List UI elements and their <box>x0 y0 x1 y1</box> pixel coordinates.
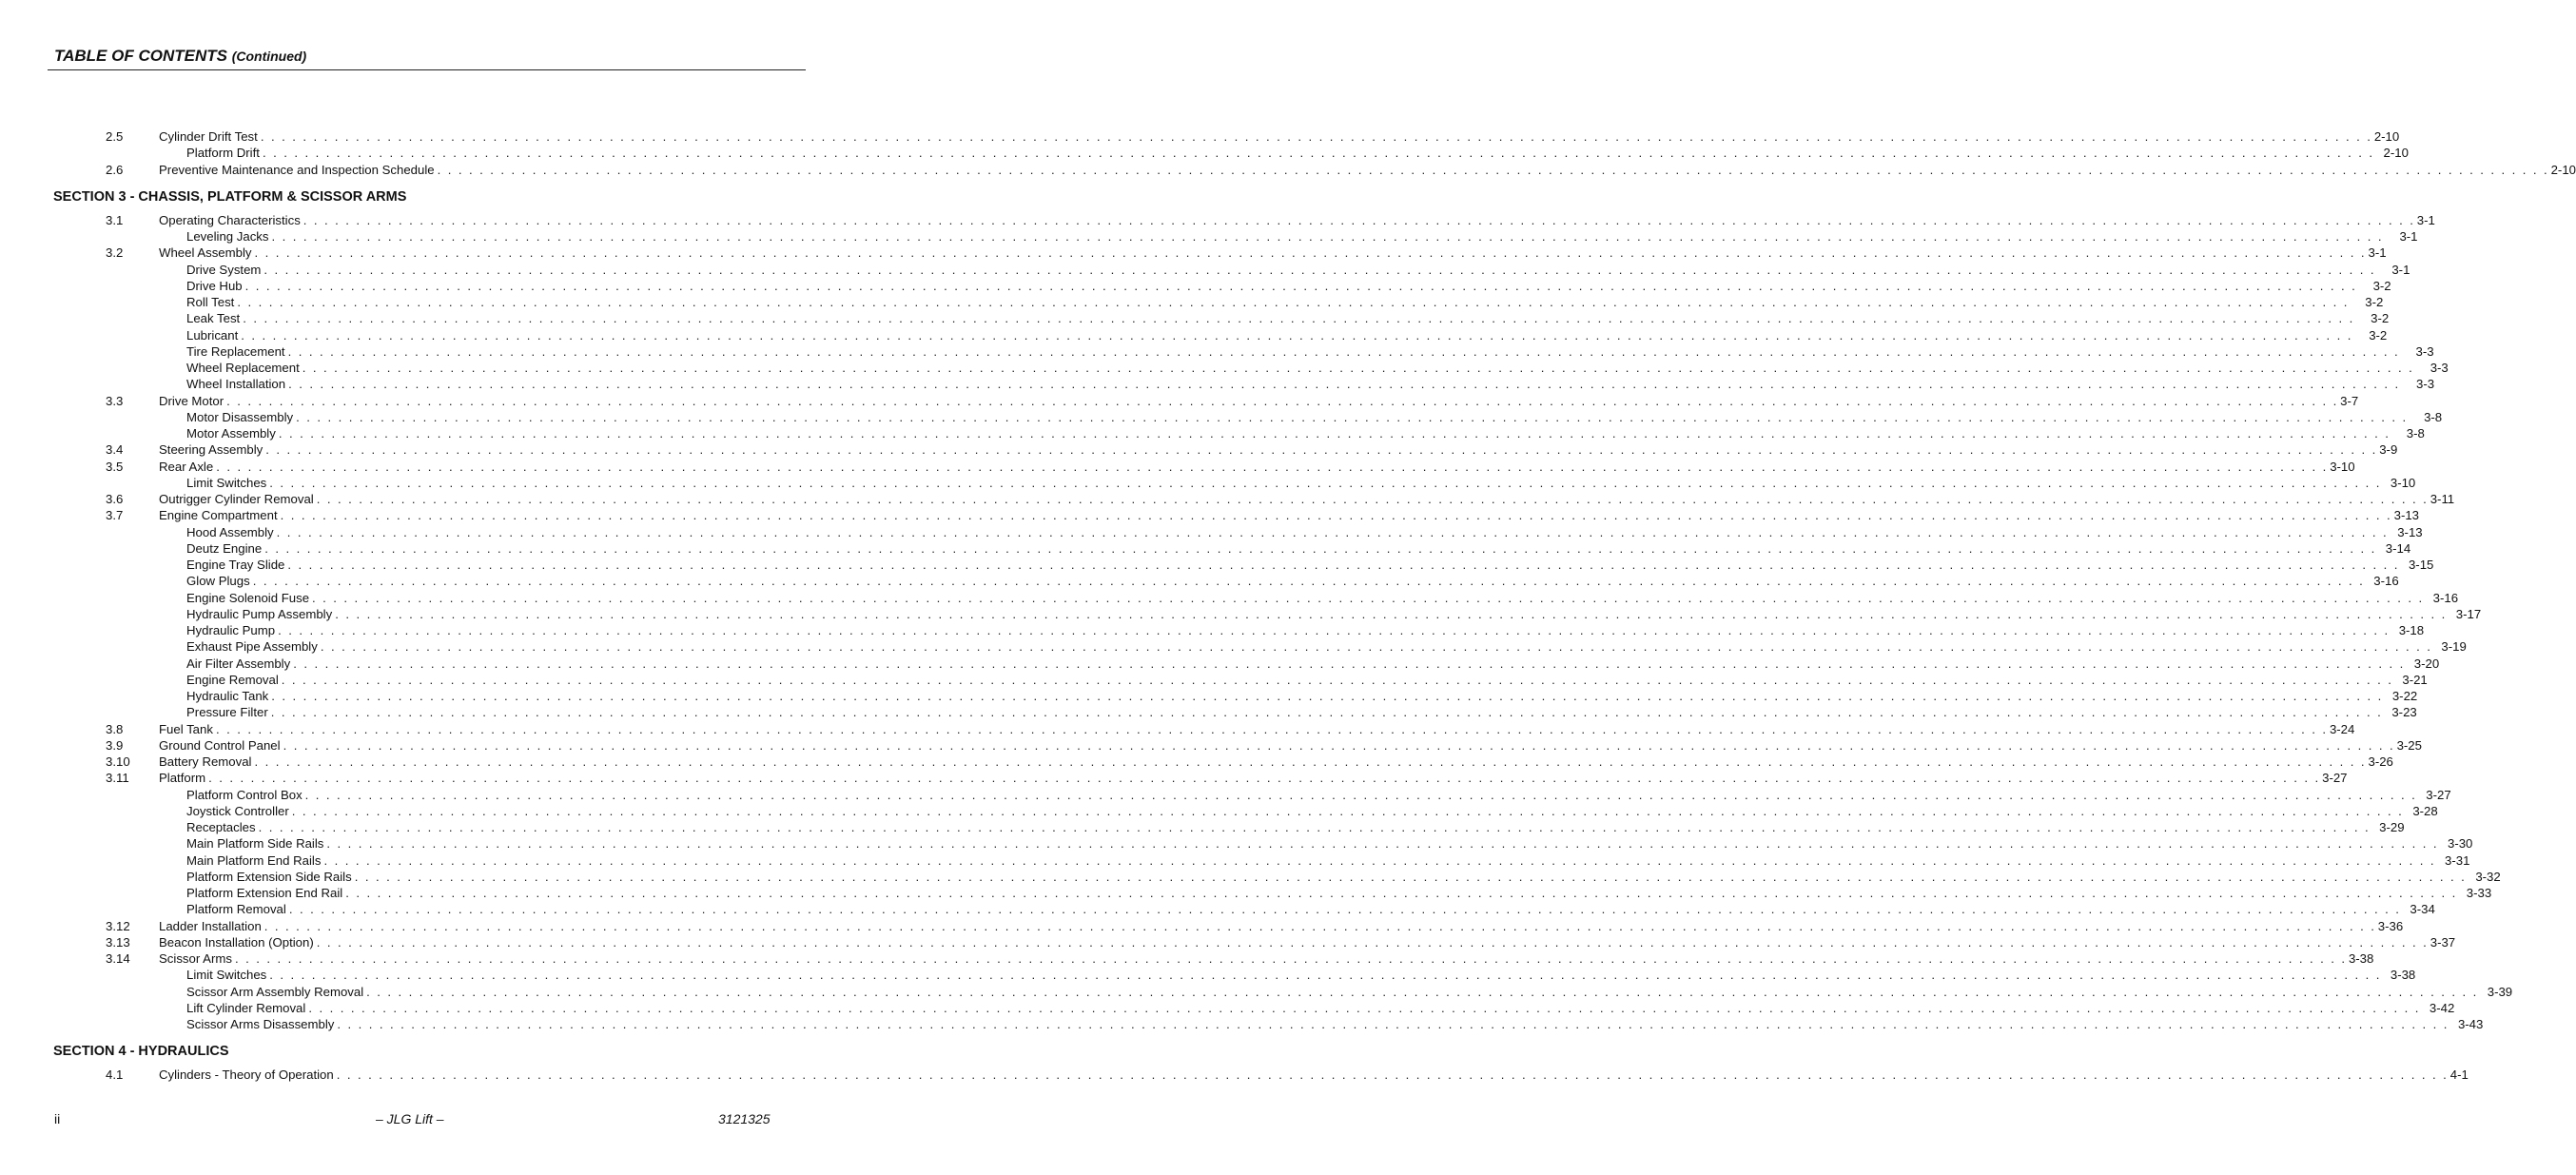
toc-entry-number: 2.6 <box>106 162 124 177</box>
dot-leader: . . . . . . . . . . . . . . . . . . . . . . . . . . . . . . . . . . . . . . . . . . . . . . . . . . . . . . . . . . . . . . . . . . . . . . . . . . . . . . . . . . . . . . . . . . . . . . . . . . . . . . . . . . . . . . . . . . . . . . . . . . . . . . . . . . . . . . . . . . . . . . . . . . . . . . . . . . . . . . . . . . . . . . . . . . . . . . . . . . . . . . . . . . . . . . . . . . . . . . . . <box>215 721 2328 736</box>
toc-entry-title: Rear Axle <box>159 459 214 474</box>
toc-entry-page: 3-29 <box>2379 820 2405 834</box>
dot-leader: . . . . . . . . . . . . . . . . . . . . . . . . . . . . . . . . . . . . . . . . . . . . . . . . . . . . . . . . . . . . . . . . . . . . . . . . . . . . . . . . . . . . . . . . . . . . . . . . . . . . . . . . . . . . . . . . . . . . . . . . . . . . . . . . . . . . . . . . . . . . . . . . . . . . . . . . . . . . . . . . . . . . . . . . . . . . . . . . . . . . . . . . . . . . . . . . . . . . . . . . <box>293 656 2406 671</box>
toc-entry-title: Leveling Jacks <box>186 229 269 244</box>
dot-leader: . . . . . . . . . . . . . . . . . . . . . . . . . . . . . . . . . . . . . . . . . . . . . . . . . . . . . . . . . . . . . . . . . . . . . . . . . . . . . . . . . . . . . . . . . . . . . . . . . . . . . . . . . . . . . . . . . . . . . . . . . . . . . . . . . . . . . . . . . . . . . . . . . . . . . . . . . . . . . . . . . . . . . . . . . . . . . . . . . . . . . . . . . . . . . . . . . . . . . . . . <box>283 737 2395 753</box>
dot-leader: . . . . . . . . . . . . . . . . . . . . . . . . . . . . . . . . . . . . . . . . . . . . . . . . . . . . . . . . . . . . . . . . . . . . . . . . . . . . . . . . . . . . . . . . . . . . . . . . . . . . . . . . . . . . . . . . . . . . . . . . . . . . . . . . . . . . . . . . . . . . . . . . . . . . . . . . . . . . . . . . . . . . . . . . . . . . . . . . . . . . . . . . . . . . . . . . . . . . . . . . <box>335 606 2448 621</box>
toc-entry-line <box>159 1067 2469 1083</box>
toc-entry-line <box>186 540 2411 557</box>
toc-entry-line <box>186 885 2492 901</box>
dot-leader: . . . . . . . . . . . . . . . . . . . . . . . . . . . . . . . . . . . . . . . . . . . . . . . . . . . . . . . . . . . . . . . . . . . . . . . . . . . . . . . . . . . . . . . . . . . . . . . . . . . . . . . . . . . . . . . . . . . . . . . . . . . . . . . . . . . . . . . . . . . . . . . . . . . . . . . . . . . . . . . . . . . . . . . . . . . . . . . . . . . . . . . . . . . . . . . . . . . . . . . . <box>316 492 2429 506</box>
toc-entry-number: 3.11 <box>106 771 129 786</box>
dot-leader: . . . . . . . . . . . . . . . . . . . . . . . . . . . . . . . . . . . . . . . . . . . . . . . . . . . . . . . . . . . . . . . . . . . . . . . . . . . . . . . . . . . . . . . . . . . . . . . . . . . . . . . . . . . . . . . . . . . . . . . . . . . . . . . . . . . . . . . . . . . . . . . . . . . . . . . . . . . . . . . . . . . . . . . . . . . . . . . . . . . . . . . . . . . . . . . . . . . . . . . . <box>276 524 2389 539</box>
dot-leader: . . . . . . . . . . . . . . . . . . . . . . . . . . . . . . . . . . . . . . . . . . . . . . . . . . . . . . . . . . . . . . . . . . . . . . . . . . . . . . . . . . . . . . . . . . . . . . . . . . . . . . . . . . . . . . . . . . . . . . . . . . . . . . . . . . . . . . . . . . . . . . . . . . . . . . . . . . . . . . . . . . . . . . . . . . . . . . . . . . . . . . . . . . . . . . . . . . . . . . . . <box>316 934 2429 950</box>
toc-entry-title: Leak Test <box>186 311 241 326</box>
toc-entry-line <box>186 327 2388 343</box>
toc-entry-page: 3-13 <box>2397 524 2423 539</box>
dot-leader: . . . . . . . . . . . . . . . . . . . . . . . . . . . . . . . . . . . . . . . . . . . . . . . . . . . . . . . . . . . . . . . . . . . . . . . . . . . . . . . . . . . . . . . . . . . . . . . . . . . . . . . . . . . . . . . . . . . . . . . . . . . . . . . . . . . . . . . . . . . . . . . . . . . . . . . . . . . . . . . . . . . . . . . . . . . . . . . . . . . . . . . . . . . . . . . . . . . . . . . . <box>304 787 2417 802</box>
toc-entry-number: 2.5 <box>106 129 124 144</box>
toc-entry-page: 3-30 <box>2447 836 2473 852</box>
dot-leader: . . . . . . . . . . . . . . . . . . . . . . . . . . . . . . . . . . . . . . . . . . . . . . . . . . . . . . . . . . . . . . . . . . . . . . . . . . . . . . . . . . . . . . . . . . . . . . . . . . . . . . . . . . . . . . . . . . . . . . . . . . . . . . . . . . . . . . . . . . . . . . . . . . . . . . . . . . . . . . . . . . . . . . . . . . . . . . . . . . . . . . . . . . . . . . . . . . . . . . . . <box>354 869 2467 884</box>
dot-leader: . . . . . . . . . . . . . . . . . . . . . . . . . . . . . . . . . . . . . . . . . . . . . . . . . . . . . . . . . . . . . . . . . . . . . . . . . . . . . . . . . . . . . . . . . . . . . . . . . . . . . . . . . . . . . . . . . . . . . . . . . . . . . . . . . . . . . . . . . . . . . . . . . . . . . . . . . . . . . . . . . . . . . . . . . . . . . . . . . . . . . . . . . . . . . . . . . . . . . . . . <box>278 623 2391 637</box>
toc-entry-page: 3-1 <box>2399 229 2418 244</box>
dot-leader: . . . . . . . . . . . . . . . . . . . . . . . . . . . . . . . . . . . . . . . . . . . . . . . . . . . . . . . . . . . . . . . . . . . . . . . . . . . . . . . . . . . . . . . . . . . . . . . . . . . . . . . . . . . . . . . . . . . . . . . . . . . . . . . . . . . . . . . . . . . . . . . . . . . . . . . . . . . . . . . . . . . . . . . . . . . . . . . . . . . . . . . . . . . . . . . . . . . . . . . . <box>264 540 2377 556</box>
toc-entry-page: 3-3 <box>2416 377 2435 392</box>
toc-entry-line <box>186 656 2440 672</box>
toc-entry-number: 3.4 <box>106 442 124 458</box>
dot-leader: . . . . . . . . . . . . . . . . . . . . . . . . . . . . . . . . . . . . . . . . . . . . . . . . . . . . . . . . . . . . . . . . . . . . . . . . . . . . . . . . . . . . . . . . . . . . . . . . . . . . . . . . . . . . . . . . . . . . . . . . . . . . . . . . . . . . . . . . . . . . . . . . . . . . . . . . . . . . . . . . . . . . . . . . . . . . . . . . . . . . . . . . . . . . . . . . . . . . . . . . <box>278 426 2391 441</box>
toc-entry-page: 3-42 <box>2429 1000 2455 1015</box>
toc-entry-line <box>186 704 2417 720</box>
toc-entry-number: 3.12 <box>106 918 130 933</box>
dot-leader: . . . . . . . . . . . . . . . . . . . . . . . . . . . . . . . . . . . . . . . . . . . . . . . . . . . . . . . . . . . . . . . . . . . . . . . . . . . . . . . . . . . . . . . . . . . . . . . . . . . . . . . . . . . . . . . . . . . . . . . . . . . . . . . . . . . . . . . . . . . . . . . . . . . . . . . . . . . . . . . . . . . . . . . . . . . . . . . . . . . . . . . . . . . . . . . . . . . . . . . . <box>437 162 2549 177</box>
toc-entry-page: 3-7 <box>2340 393 2359 408</box>
toc-entry-title: Wheel Assembly <box>159 245 252 261</box>
toc-entry-line <box>186 967 2416 983</box>
toc-entry-title: Exhaust Pipe Assembly <box>186 639 318 655</box>
toc-entry-title: Pressure Filter <box>186 705 268 720</box>
toc-entry-number: 3.8 <box>106 721 124 736</box>
toc-entry-title: Cylinders - Theory of Operation <box>159 1067 334 1083</box>
toc-entry-line <box>186 145 2409 161</box>
toc-entry-line <box>186 672 2428 688</box>
toc-entry-title: Hydraulic Tank <box>186 689 269 703</box>
toc-entry-title: Steering Assembly <box>159 442 263 458</box>
toc-entry-page: 3-37 <box>2430 934 2456 950</box>
toc-entry-page: 3-31 <box>2445 852 2470 868</box>
toc-entry-title: Scissor Arms Disassembly <box>186 1017 335 1031</box>
dot-leader: . . . . . . . . . . . . . . . . . . . . . . . . . . . . . . . . . . . . . . . . . . . . . . . . . . . . . . . . . . . . . . . . . . . . . . . . . . . . . . . . . . . . . . . . . . . . . . . . . . . . . . . . . . . . . . . . . . . . . . . . . . . . . . . . . . . . . . . . . . . . . . . . . . . . . . . . . . . . . . . . . . . . . . . . . . . . . . . . . . . . . . . . . . . . . . . . . . . . . . . . <box>263 262 2376 277</box>
toc-entry-title: Outrigger Cylinder Removal <box>159 492 314 506</box>
dot-leader: . . . . . . . . . . . . . . . . . . . . . . . . . . . . . . . . . . . . . . . . . . . . . . . . . . . . . . . . . . . . . . . . . . . . . . . . . . . . . . . . . . . . . . . . . . . . . . . . . . . . . . . . . . . . . . . . . . . . . . . . . . . . . . . . . . . . . . . . . . . . . . . . . . . . . . . . . . . . . . . . . . . . . . . . . . . . . . . . . . . . . . . . . . . . . . . . . . . . . . . . <box>258 820 2371 834</box>
dot-leader: . . . . . . . . . . . . . . . . . . . . . . . . . . . . . . . . . . . . . . . . . . . . . . . . . . . . . . . . . . . . . . . . . . . . . . . . . . . . . . . . . . . . . . . . . . . . . . . . . . . . . . . . . . . . . . . . . . . . . . . . . . . . . . . . . . . . . . . . . . . . . . . . . . . . . . . . . . . . . . . . . . . . . . . . . . . . . . . . . . . . . . . . . . . . . . . . . . . . . . . . <box>280 508 2392 523</box>
toc-entry-line <box>186 787 2451 803</box>
dot-leader: . . . . . . . . . . . . . . . . . . . . . . . . . . . . . . . . . . . . . . . . . . . . . . . . . . . . . . . . . . . . . . . . . . . . . . . . . . . . . . . . . . . . . . . . . . . . . . . . . . . . . . . . . . . . . . . . . . . . . . . . . . . . . . . . . . . . . . . . . . . . . . . . . . . . . . . . . . . . . . . . . . . . . . . . . . . . . . . . . . . . . . . . . . . . . . . . . . . . . . . . <box>291 803 2404 818</box>
section-heading: SECTION 3 - CHASSIS, PLATFORM & SCISSOR ARMS <box>53 188 407 205</box>
dot-leader: . . . . . . . . . . . . . . . . . . . . . . . . . . . . . . . . . . . . . . . . . . . . . . . . . . . . . . . . . . . . . . . . . . . . . . . . . . . . . . . . . . . . . . . . . . . . . . . . . . . . . . . . . . . . . . . . . . . . . . . . . . . . . . . . . . . . . . . . . . . . . . . . . . . . . . . . . . . . . . . . . . . . . . . . . . . . . . . . . . . . . . . . . . . . . . . . . . . . . . . . <box>308 1000 2421 1015</box>
toc-entry-title: Drive Hub <box>186 278 243 293</box>
toc-entry-line <box>159 128 2400 145</box>
toc-entry-title: Preventive Maintenance and Inspection Schedule <box>159 162 435 177</box>
dot-leader: . . . . . . . . . . . . . . . . . . . . . . . . . . . . . . . . . . . . . . . . . . . . . . . . . . . . . . . . . . . . . . . . . . . . . . . . . . . . . . . . . . . . . . . . . . . . . . . . . . . . . . . . . . . . . . . . . . . . . . . . . . . . . . . . . . . . . . . . . . . . . . . . . . . . . . . . . . . . . . . . . . . . . . . . . . . . . . . . . . . . . . . . . . . . . . . . . . . . . . . . <box>244 278 2357 293</box>
toc-entry-number: 3.6 <box>106 492 124 506</box>
toc-entry-page: 3-27 <box>2426 787 2451 802</box>
toc-entry-line <box>186 606 2482 622</box>
toc-entry-page: 2-10 <box>2550 162 2576 177</box>
toc-entry-page: 3-28 <box>2412 803 2438 818</box>
dot-leader: . . . . . . . . . . . . . . . . . . . . . . . . . . . . . . . . . . . . . . . . . . . . . . . . . . . . . . . . . . . . . . . . . . . . . . . . . . . . . . . . . . . . . . . . . . . . . . . . . . . . . . . . . . . . . . . . . . . . . . . . . . . . . . . . . . . . . . . . . . . . . . . . . . . . . . . . . . . . . . . . . . . . . . . . . . . . . . . . . . . . . . . . . . . . . . . . . . . . . . . . <box>254 245 2367 261</box>
toc-entry-page: 3-1 <box>2391 262 2410 277</box>
toc-entry-line <box>186 343 2434 360</box>
toc-entry-page: 3-2 <box>2372 278 2391 293</box>
dot-leader: . . . . . . . . . . . . . . . . . . . . . . . . . . . . . . . . . . . . . . . . . . . . . . . . . . . . . . . . . . . . . . . . . . . . . . . . . . . . . . . . . . . . . . . . . . . . . . . . . . . . . . . . . . . . . . . . . . . . . . . . . . . . . . . . . . . . . . . . . . . . . . . . . . . . . . . . . . . . . . . . . . . . . . . . . . . . . . . . . . . . . . . . . . . . . . . . . . . . . . . . <box>336 1067 2449 1083</box>
dot-leader: . . . . . . . . . . . . . . . . . . . . . . . . . . . . . . . . . . . . . . . . . . . . . . . . . . . . . . . . . . . . . . . . . . . . . . . . . . . . . . . . . . . . . . . . . . . . . . . . . . . . . . . . . . . . . . . . . . . . . . . . . . . . . . . . . . . . . . . . . . . . . . . . . . . . . . . . . . . . . . . . . . . . . . . . . . . . . . . . . . . . . . . . . . . . . . . . . . . . . . . . <box>208 771 2321 786</box>
toc-entry-line <box>186 262 2410 278</box>
toc-entry-line <box>186 590 2459 606</box>
toc-entry-title: Scissor Arm Assembly Removal <box>186 984 364 999</box>
toc-entry-line <box>159 950 2374 967</box>
toc-entry-line <box>186 376 2435 392</box>
toc-entry-number: 3.3 <box>106 393 124 408</box>
toc-entry-page: 3-20 <box>2413 656 2440 671</box>
toc-entry-page: 3-22 <box>2391 689 2418 703</box>
toc-entry-number: 3.10 <box>106 754 130 769</box>
dot-leader: . . . . . . . . . . . . . . . . . . . . . . . . . . . . . . . . . . . . . . . . . . . . . . . . . . . . . . . . . . . . . . . . . . . . . . . . . . . . . . . . . . . . . . . . . . . . . . . . . . . . . . . . . . . . . . . . . . . . . . . . . . . . . . . . . . . . . . . . . . . . . . . . . . . . . . . . . . . . . . . . . . . . . . . . . . . . . . . . . . . . . . . . . . . . . . . . . . . . . . . . <box>269 968 2382 983</box>
toc-entry-number: 3.1 <box>106 212 124 227</box>
toc-entry-title: Limit Switches <box>186 968 267 983</box>
toc-entry-title: Platform Extension Side Rails <box>186 869 352 884</box>
dot-leader: . . . . . . . . . . . . . . . . . . . . . . . . . . . . . . . . . . . . . . . . . . . . . . . . . . . . . . . . . . . . . . . . . . . . . . . . . . . . . . . . . . . . . . . . . . . . . . . . . . . . . . . . . . . . . . . . . . . . . . . . . . . . . . . . . . . . . . . . . . . . . . . . . . . . . . . . . . . . . . . . . . . . . . . . . . . . . . . . . . . . . . . . . . . . . . . . . . . . . . . . <box>254 754 2367 769</box>
dot-leader: . . . . . . . . . . . . . . . . . . . . . . . . . . . . . . . . . . . . . . . . . . . . . . . . . . . . . . . . . . . . . . . . . . . . . . . . . . . . . . . . . . . . . . . . . . . . . . . . . . . . . . . . . . . . . . . . . . . . . . . . . . . . . . . . . . . . . . . . . . . . . . . . . . . . . . . . . . . . . . . . . . . . . . . . . . . . . . . . . . . . . . . . . . . . . . . . . . . . . . . . <box>320 639 2432 655</box>
toc-entry-page: 3-2 <box>2365 295 2384 309</box>
toc-entry-title: Deutz Engine <box>186 540 263 556</box>
toc-entry-page: 3-3 <box>2430 361 2449 375</box>
toc-entry-title: Platform Control Box <box>186 787 302 802</box>
toc-entry-page: 3-21 <box>2402 672 2428 687</box>
dot-leader: . . . . . . . . . . . . . . . . . . . . . . . . . . . . . . . . . . . . . . . . . . . . . . . . . . . . . . . . . . . . . . . . . . . . . . . . . . . . . . . . . . . . . . . . . . . . . . . . . . . . . . . . . . . . . . . . . . . . . . . . . . . . . . . . . . . . . . . . . . . . . . . . . . . . . . . . . . . . . . . . . . . . . . . . . . . . . . . . . . . . . . . . . . . . . . . . . . . . . . . . <box>296 409 2409 424</box>
toc-entry-number: 3.7 <box>106 508 124 523</box>
toc-entry-title: Platform Drift <box>186 146 260 161</box>
toc-entry-title: Hood Assembly <box>186 524 274 539</box>
toc-entry-page: 3-38 <box>2348 951 2374 966</box>
toc-entry-line <box>186 1000 2455 1016</box>
toc-entry-title: Ladder Installation <box>159 918 262 933</box>
dot-leader: . . . . . . . . . . . . . . . . . . . . . . . . . . . . . . . . . . . . . . . . . . . . . . . . . . . . . . . . . . . . . . . . . . . . . . . . . . . . . . . . . . . . . . . . . . . . . . . . . . . . . . . . . . . . . . . . . . . . . . . . . . . . . . . . . . . . . . . . . . . . . . . . . . . . . . . . . . . . . . . . . . . . . . . . . . . . . . . . . . . . . . . . . . . . . . . . . . . . . . . . <box>260 129 2372 144</box>
dot-leader: . . . . . . . . . . . . . . . . . . . . . . . . . . . . . . . . . . . . . . . . . . . . . . . . . . . . . . . . . . . . . . . . . . . . . . . . . . . . . . . . . . . . . . . . . . . . . . . . . . . . . . . . . . . . . . . . . . . . . . . . . . . . . . . . . . . . . . . . . . . . . . . . . . . . . . . . . . . . . . . . . . . . . . . . . . . . . . . . . . . . . . . . . . . . . . . . . . . . . . . . <box>237 295 2350 309</box>
toc-entry-number: 3.2 <box>106 245 124 261</box>
toc-entry-title: Drive Motor <box>159 393 224 408</box>
toc-entry-page: 3-25 <box>2396 737 2422 753</box>
dot-leader: . . . . . . . . . . . . . . . . . . . . . . . . . . . . . . . . . . . . . . . . . . . . . . . . . . . . . . . . . . . . . . . . . . . . . . . . . . . . . . . . . . . . . . . . . . . . . . . . . . . . . . . . . . . . . . . . . . . . . . . . . . . . . . . . . . . . . . . . . . . . . . . . . . . . . . . . . . . . . . . . . . . . . . . . . . . . . . . . . . . . . . . . . . . . . . . . . . . . . . . . <box>269 475 2382 490</box>
dot-leader: . . . . . . . . . . . . . . . . . . . . . . . . . . . . . . . . . . . . . . . . . . . . . . . . . . . . . . . . . . . . . . . . . . . . . . . . . . . . . . . . . . . . . . . . . . . . . . . . . . . . . . . . . . . . . . . . . . . . . . . . . . . . . . . . . . . . . . . . . . . . . . . . . . . . . . . . . . . . . . . . . . . . . . . . . . . . . . . . . . . . . . . . . . . . . . . . . . . . . . . . <box>271 689 2384 703</box>
toc-entry-title: Main Platform Side Rails <box>186 836 324 852</box>
toc-entry-line <box>186 425 2425 441</box>
toc-entry-title: Beacon Installation (Option) <box>159 934 314 950</box>
toc-entry-page: 3-2 <box>2371 311 2390 326</box>
footer-publisher: – JLG Lift – <box>376 1111 444 1126</box>
toc-entry-title: Scissor Arms <box>159 951 232 966</box>
toc-entry-title: Platform Extension End Rail <box>186 886 343 900</box>
toc-entry-line <box>186 294 2384 310</box>
dot-leader: . . . . . . . . . . . . . . . . . . . . . . . . . . . . . . . . . . . . . . . . . . . . . . . . . . . . . . . . . . . . . . . . . . . . . . . . . . . . . . . . . . . . . . . . . . . . . . . . . . . . . . . . . . . . . . . . . . . . . . . . . . . . . . . . . . . . . . . . . . . . . . . . . . . . . . . . . . . . . . . . . . . . . . . . . . . . . . . . . . . . . . . . . . . . . . . . . . . . . . . . <box>234 951 2347 966</box>
toc-entry-line <box>186 901 2435 917</box>
dot-leader: . . . . . . . . . . . . . . . . . . . . . . . . . . . . . . . . . . . . . . . . . . . . . . . . . . . . . . . . . . . . . . . . . . . . . . . . . . . . . . . . . . . . . . . . . . . . . . . . . . . . . . . . . . . . . . . . . . . . . . . . . . . . . . . . . . . . . . . . . . . . . . . . . . . . . . . . . . . . . . . . . . . . . . . . . . . . . . . . . . . . . . . . . . . . . . . . . . . . . . . . <box>302 212 2415 227</box>
toc-entry-title: Wheel Installation <box>186 377 286 392</box>
toc-entry-page: 3-1 <box>2416 212 2435 227</box>
toc-entry-page: 3-39 <box>2487 984 2513 999</box>
toc-entry-title: Glow Plugs <box>186 574 250 589</box>
toc-entry-line <box>186 524 2423 540</box>
toc-entry-page: 3-8 <box>2406 426 2425 441</box>
toc-entry-page: 3-24 <box>2329 721 2355 736</box>
toc-entry-line <box>186 573 2399 589</box>
toc-entry-page: 3-9 <box>2379 442 2398 458</box>
toc-entry-page: 3-2 <box>2369 327 2388 343</box>
toc-entry-page: 3-36 <box>2377 918 2404 933</box>
toc-entry-title: Air Filter Assembly <box>186 656 291 671</box>
toc-entry-page: 3-16 <box>2432 590 2459 605</box>
dot-leader: . . . . . . . . . . . . . . . . . . . . . . . . . . . . . . . . . . . . . . . . . . . . . . . . . . . . . . . . . . . . . . . . . . . . . . . . . . . . . . . . . . . . . . . . . . . . . . . . . . . . . . . . . . . . . . . . . . . . . . . . . . . . . . . . . . . . . . . . . . . . . . . . . . . . . . . . . . . . . . . . . . . . . . . . . . . . . . . . . . . . . . . . . . . . . . . . . . . . . . . . <box>288 377 2401 392</box>
page-title <box>54 47 306 66</box>
toc-entry-page: 2-10 <box>2373 129 2400 144</box>
dot-leader: . . . . . . . . . . . . . . . . . . . . . . . . . . . . . . . . . . . . . . . . . . . . . . . . . . . . . . . . . . . . . . . . . . . . . . . . . . . . . . . . . . . . . . . . . . . . . . . . . . . . . . . . . . . . . . . . . . . . . . . . . . . . . . . . . . . . . . . . . . . . . . . . . . . . . . . . . . . . . . . . . . . . . . . . . . . . . . . . . . . . . . . . . . . . . . . . . . . . . . . . <box>226 393 2339 408</box>
toc-entry-title: Hydraulic Pump Assembly <box>186 606 333 621</box>
toc-entry-title: Roll Test <box>186 295 235 309</box>
toc-entry-line <box>186 688 2418 704</box>
dot-leader: . . . . . . . . . . . . . . . . . . . . . . . . . . . . . . . . . . . . . . . . . . . . . . . . . . . . . . . . . . . . . . . . . . . . . . . . . . . . . . . . . . . . . . . . . . . . . . . . . . . . . . . . . . . . . . . . . . . . . . . . . . . . . . . . . . . . . . . . . . . . . . . . . . . . . . . . . . . . . . . . . . . . . . . . . . . . . . . . . . . . . . . . . . . . . . . . . . . . . . . . <box>281 672 2393 687</box>
dot-leader: . . . . . . . . . . . . . . . . . . . . . . . . . . . . . . . . . . . . . . . . . . . . . . . . . . . . . . . . . . . . . . . . . . . . . . . . . . . . . . . . . . . . . . . . . . . . . . . . . . . . . . . . . . . . . . . . . . . . . . . . . . . . . . . . . . . . . . . . . . . . . . . . . . . . . . . . . . . . . . . . . . . . . . . . . . . . . . . . . . . . . . . . . . . . . . . . . . . . . . . . <box>241 327 2353 343</box>
dot-leader: . . . . . . . . . . . . . . . . . . . . . . . . . . . . . . . . . . . . . . . . . . . . . . . . . . . . . . . . . . . . . . . . . . . . . . . . . . . . . . . . . . . . . . . . . . . . . . . . . . . . . . . . . . . . . . . . . . . . . . . . . . . . . . . . . . . . . . . . . . . . . . . . . . . . . . . . . . . . . . . . . . . . . . . . . . . . . . . . . . . . . . . . . . . . . . . . . . . . . . . . <box>265 442 2378 458</box>
toc-entry-line <box>159 459 2355 475</box>
dot-leader: . . . . . . . . . . . . . . . . . . . . . . . . . . . . . . . . . . . . . . . . . . . . . . . . . . . . . . . . . . . . . . . . . . . . . . . . . . . . . . . . . . . . . . . . . . . . . . . . . . . . . . . . . . . . . . . . . . . . . . . . . . . . . . . . . . . . . . . . . . . . . . . . . . . . . . . . . . . . . . . . . . . . . . . . . . . . . . . . . . . . . . . . . . . . . . . . . . . . . . . . <box>271 229 2384 244</box>
toc-entry-page: 3-23 <box>2391 705 2417 720</box>
toc-entry-line <box>159 491 2455 507</box>
toc-entry-line <box>186 278 2391 294</box>
toc-entry-page: 3-16 <box>2373 574 2399 589</box>
toc-entry-number: 4.1 <box>106 1067 124 1083</box>
dot-leader: . . . . . . . . . . . . . . . . . . . . . . . . . . . . . . . . . . . . . . . . . . . . . . . . . . . . . . . . . . . . . . . . . . . . . . . . . . . . . . . . . . . . . . . . . . . . . . . . . . . . . . . . . . . . . . . . . . . . . . . . . . . . . . . . . . . . . . . . . . . . . . . . . . . . . . . . . . . . . . . . . . . . . . . . . . . . . . . . . . . . . . . . . . . . . . . . . . . . . . . . <box>312 590 2425 605</box>
toc-entry-number: 3.5 <box>106 459 124 474</box>
toc-entry-page: 3-8 <box>2424 409 2443 424</box>
toc-entry-title: Platform <box>159 771 206 786</box>
toc-entry-line <box>159 934 2456 950</box>
dot-leader: . . . . . . . . . . . . . . . . . . . . . . . . . . . . . . . . . . . . . . . . . . . . . . . . . . . . . . . . . . . . . . . . . . . . . . . . . . . . . . . . . . . . . . . . . . . . . . . . . . . . . . . . . . . . . . . . . . . . . . . . . . . . . . . . . . . . . . . . . . . . . . . . . . . . . . . . . . . . . . . . . . . . . . . . . . . . . . . . . . . . . . . . . . . . . . . . . . . . . . . . <box>262 146 2374 161</box>
dot-leader: . . . . . . . . . . . . . . . . . . . . . . . . . . . . . . . . . . . . . . . . . . . . . . . . . . . . . . . . . . . . . . . . . . . . . . . . . . . . . . . . . . . . . . . . . . . . . . . . . . . . . . . . . . . . . . . . . . . . . . . . . . . . . . . . . . . . . . . . . . . . . . . . . . . . . . . . . . . . . . . . . . . . . . . . . . . . . . . . . . . . . . . . . . . . . . . . . . . . . . . . <box>345 886 2458 900</box>
dot-leader: . . . . . . . . . . . . . . . . . . . . . . . . . . . . . . . . . . . . . . . . . . . . . . . . . . . . . . . . . . . . . . . . . . . . . . . . . . . . . . . . . . . . . . . . . . . . . . . . . . . . . . . . . . . . . . . . . . . . . . . . . . . . . . . . . . . . . . . . . . . . . . . . . . . . . . . . . . . . . . . . . . . . . . . . . . . . . . . . . . . . . . . . . . . . . . . . . . . . . . . . <box>270 705 2383 720</box>
toc-entry-title: Engine Removal <box>186 672 279 687</box>
dot-leader: . . . . . . . . . . . . . . . . . . . . . . . . . . . . . . . . . . . . . . . . . . . . . . . . . . . . . . . . . . . . . . . . . . . . . . . . . . . . . . . . . . . . . . . . . . . . . . . . . . . . . . . . . . . . . . . . . . . . . . . . . . . . . . . . . . . . . . . . . . . . . . . . . . . . . . . . . . . . . . . . . . . . . . . . . . . . . . . . . . . . . . . . . . . . . . . . . . . . . . . . <box>323 852 2436 868</box>
dot-leader: . . . . . . . . . . . . . . . . . . . . . . . . . . . . . . . . . . . . . . . . . . . . . . . . . . . . . . . . . . . . . . . . . . . . . . . . . . . . . . . . . . . . . . . . . . . . . . . . . . . . . . . . . . . . . . . . . . . . . . . . . . . . . . . . . . . . . . . . . . . . . . . . . . . . . . . . . . . . . . . . . . . . . . . . . . . . . . . . . . . . . . . . . . . . . . . . . . . . . . . . <box>302 361 2414 375</box>
toc-entry-title: Ground Control Panel <box>159 737 281 753</box>
toc-entry-title: Main Platform End Rails <box>186 852 322 868</box>
toc-entry-line <box>159 162 2576 178</box>
toc-entry-title: Wheel Replacement <box>186 361 300 375</box>
toc-entry-line <box>186 310 2390 326</box>
toc-entry-title: Engine Compartment <box>159 508 278 523</box>
toc-entry-page: 3-10 <box>2330 459 2355 474</box>
dot-leader: . . . . . . . . . . . . . . . . . . . . . . . . . . . . . . . . . . . . . . . . . . . . . . . . . . . . . . . . . . . . . . . . . . . . . . . . . . . . . . . . . . . . . . . . . . . . . . . . . . . . . . . . . . . . . . . . . . . . . . . . . . . . . . . . . . . . . . . . . . . . . . . . . . . . . . . . . . . . . . . . . . . . . . . . . . . . . . . . . . . . . . . . . . . . . . . . . . . . . . . . <box>252 574 2365 589</box>
toc-entry-line <box>186 984 2513 1000</box>
toc-entry-line <box>159 721 2355 737</box>
toc-entry-line <box>159 245 2387 261</box>
footer-page-number: ii <box>54 1111 61 1126</box>
toc-entry-line <box>186 819 2405 835</box>
toc-entry-title: Joystick Controller <box>186 803 289 818</box>
toc-entry-line <box>186 475 2416 491</box>
toc-entry-number: 3.14 <box>106 951 130 966</box>
dot-leader: . . . . . . . . . . . . . . . . . . . . . . . . . . . . . . . . . . . . . . . . . . . . . . . . . . . . . . . . . . . . . . . . . . . . . . . . . . . . . . . . . . . . . . . . . . . . . . . . . . . . . . . . . . . . . . . . . . . . . . . . . . . . . . . . . . . . . . . . . . . . . . . . . . . . . . . . . . . . . . . . . . . . . . . . . . . . . . . . . . . . . . . . . . . . . . . . . . . . . . . . <box>337 1017 2449 1031</box>
toc-entry-page: 3-10 <box>2390 475 2416 490</box>
toc-entry-title: Cylinder Drift Test <box>159 129 258 144</box>
toc-entry-line <box>159 737 2422 754</box>
toc-entry-number: 3.13 <box>106 934 130 950</box>
dot-leader: . . . . . . . . . . . . . . . . . . . . . . . . . . . . . . . . . . . . . . . . . . . . . . . . . . . . . . . . . . . . . . . . . . . . . . . . . . . . . . . . . . . . . . . . . . . . . . . . . . . . . . . . . . . . . . . . . . . . . . . . . . . . . . . . . . . . . . . . . . . . . . . . . . . . . . . . . . . . . . . . . . . . . . . . . . . . . . . . . . . . . . . . . . . . . . . . . . . . . . . . <box>288 902 2401 917</box>
toc-entry-title: Motor Disassembly <box>186 409 294 424</box>
dot-leader: . . . . . . . . . . . . . . . . . . . . . . . . . . . . . . . . . . . . . . . . . . . . . . . . . . . . . . . . . . . . . . . . . . . . . . . . . . . . . . . . . . . . . . . . . . . . . . . . . . . . . . . . . . . . . . . . . . . . . . . . . . . . . . . . . . . . . . . . . . . . . . . . . . . . . . . . . . . . . . . . . . . . . . . . . . . . . . . . . . . . . . . . . . . . . . . . . . . . . . . . <box>263 918 2376 933</box>
toc-entry-number: 3.9 <box>106 737 124 753</box>
toc-entry-page: 3-43 <box>2457 1017 2484 1031</box>
toc-entry-page: 3-13 <box>2393 508 2420 523</box>
section-heading: SECTION 4 - HYDRAULICS <box>53 1044 229 1060</box>
toc-entry-line <box>186 852 2470 869</box>
toc-entry-line <box>159 212 2435 228</box>
toc-entry-page: 3-1 <box>2368 245 2387 261</box>
toc-entry-page: 4-1 <box>2449 1067 2469 1083</box>
toc-entry-title: Platform Removal <box>186 902 286 917</box>
toc-entry-line <box>186 622 2425 638</box>
toc-entry-line <box>159 754 2393 770</box>
toc-entry-line <box>159 441 2398 458</box>
toc-entry-line <box>159 770 2348 786</box>
page-footer <box>0 1111 907 1130</box>
toc-entry-title: Engine Tray Slide <box>186 558 285 572</box>
toc-entry-line <box>159 393 2359 409</box>
toc-entry-page: 3-17 <box>2455 606 2482 621</box>
toc-entry-title: Operating Characteristics <box>159 212 301 227</box>
toc-entry-page: 3-11 <box>2430 492 2455 506</box>
toc-entry-line <box>186 409 2443 425</box>
header-continued: (Continued) <box>231 49 307 64</box>
toc-entry-title: Fuel Tank <box>159 721 213 736</box>
dot-leader: . . . . . . . . . . . . . . . . . . . . . . . . . . . . . . . . . . . . . . . . . . . . . . . . . . . . . . . . . . . . . . . . . . . . . . . . . . . . . . . . . . . . . . . . . . . . . . . . . . . . . . . . . . . . . . . . . . . . . . . . . . . . . . . . . . . . . . . . . . . . . . . . . . . . . . . . . . . . . . . . . . . . . . . . . . . . . . . . . . . . . . . . . . . . . . . . . . . . . . . . <box>243 311 2355 326</box>
toc-entry-line <box>186 228 2418 245</box>
toc-entry-title: Engine Solenoid Fuse <box>186 590 310 605</box>
dot-leader: . . . . . . . . . . . . . . . . . . . . . . . . . . . . . . . . . . . . . . . . . . . . . . . . . . . . . . . . . . . . . . . . . . . . . . . . . . . . . . . . . . . . . . . . . . . . . . . . . . . . . . . . . . . . . . . . . . . . . . . . . . . . . . . . . . . . . . . . . . . . . . . . . . . . . . . . . . . . . . . . . . . . . . . . . . . . . . . . . . . . . . . . . . . . . . . . . . . . . . . . <box>287 343 2400 359</box>
toc-entry-page: 3-15 <box>2408 558 2434 572</box>
toc-entry-title: Drive System <box>186 262 262 277</box>
toc-entry-line <box>186 803 2438 819</box>
toc-entry-page: 3-18 <box>2398 623 2425 637</box>
toc-entry-line <box>186 835 2473 852</box>
toc-entry-page: 2-10 <box>2383 146 2409 161</box>
dot-leader: . . . . . . . . . . . . . . . . . . . . . . . . . . . . . . . . . . . . . . . . . . . . . . . . . . . . . . . . . . . . . . . . . . . . . . . . . . . . . . . . . . . . . . . . . . . . . . . . . . . . . . . . . . . . . . . . . . . . . . . . . . . . . . . . . . . . . . . . . . . . . . . . . . . . . . . . . . . . . . . . . . . . . . . . . . . . . . . . . . . . . . . . . . . . . . . . . . . . . . . . <box>287 558 2400 572</box>
toc-entry-page: 3-19 <box>2441 639 2467 655</box>
toc-entry-line <box>186 1016 2484 1032</box>
toc-entry-title: Hydraulic Pump <box>186 623 276 637</box>
dot-leader: . . . . . . . . . . . . . . . . . . . . . . . . . . . . . . . . . . . . . . . . . . . . . . . . . . . . . . . . . . . . . . . . . . . . . . . . . . . . . . . . . . . . . . . . . . . . . . . . . . . . . . . . . . . . . . . . . . . . . . . . . . . . . . . . . . . . . . . . . . . . . . . . . . . . . . . . . . . . . . . . . . . . . . . . . . . . . . . . . . . . . . . . . . . . . . . . . . . . . . . . <box>366 984 2479 999</box>
toc-entry-page: 3-14 <box>2385 540 2411 556</box>
toc-entry-line <box>186 869 2501 885</box>
footer-document-number: 3121325 <box>718 1111 771 1126</box>
toc-entry-page: 3-26 <box>2368 754 2393 769</box>
toc-entry-line <box>186 360 2449 376</box>
toc-entry-line <box>186 638 2467 655</box>
toc-entry-page: 3-3 <box>2415 343 2434 359</box>
toc-entry-page: 3-32 <box>2475 869 2501 884</box>
toc-entry-title: Lubricant <box>186 327 239 343</box>
header-title-text: TABLE OF CONTENTS <box>54 47 227 65</box>
dot-leader: . . . . . . . . . . . . . . . . . . . . . . . . . . . . . . . . . . . . . . . . . . . . . . . . . . . . . . . . . . . . . . . . . . . . . . . . . . . . . . . . . . . . . . . . . . . . . . . . . . . . . . . . . . . . . . . . . . . . . . . . . . . . . . . . . . . . . . . . . . . . . . . . . . . . . . . . . . . . . . . . . . . . . . . . . . . . . . . . . . . . . . . . . . . . . . . . . . . . . . . . <box>326 836 2439 852</box>
toc-entry-page: 3-27 <box>2322 771 2348 786</box>
toc-entry-page: 3-38 <box>2390 968 2416 983</box>
toc-entry-line <box>186 557 2434 573</box>
toc-entry-title: Tire Replacement <box>186 343 285 359</box>
toc-entry-line <box>159 918 2404 934</box>
toc-entry-page: 3-33 <box>2466 886 2492 900</box>
toc-entry-page: 3-34 <box>2410 902 2435 917</box>
dot-leader: . . . . . . . . . . . . . . . . . . . . . . . . . . . . . . . . . . . . . . . . . . . . . . . . . . . . . . . . . . . . . . . . . . . . . . . . . . . . . . . . . . . . . . . . . . . . . . . . . . . . . . . . . . . . . . . . . . . . . . . . . . . . . . . . . . . . . . . . . . . . . . . . . . . . . . . . . . . . . . . . . . . . . . . . . . . . . . . . . . . . . . . . . . . . . . . . . . . . . . . . <box>216 459 2329 474</box>
toc-entry-line <box>159 507 2420 523</box>
toc-entry-title: Limit Switches <box>186 475 267 490</box>
toc-entry-title: Motor Assembly <box>186 426 276 441</box>
header-divider <box>48 69 806 70</box>
toc-entry-title: Lift Cylinder Removal <box>186 1000 306 1015</box>
toc-entry-title: Battery Removal <box>159 754 252 769</box>
toc-entry-title: Receptacles <box>186 820 256 834</box>
